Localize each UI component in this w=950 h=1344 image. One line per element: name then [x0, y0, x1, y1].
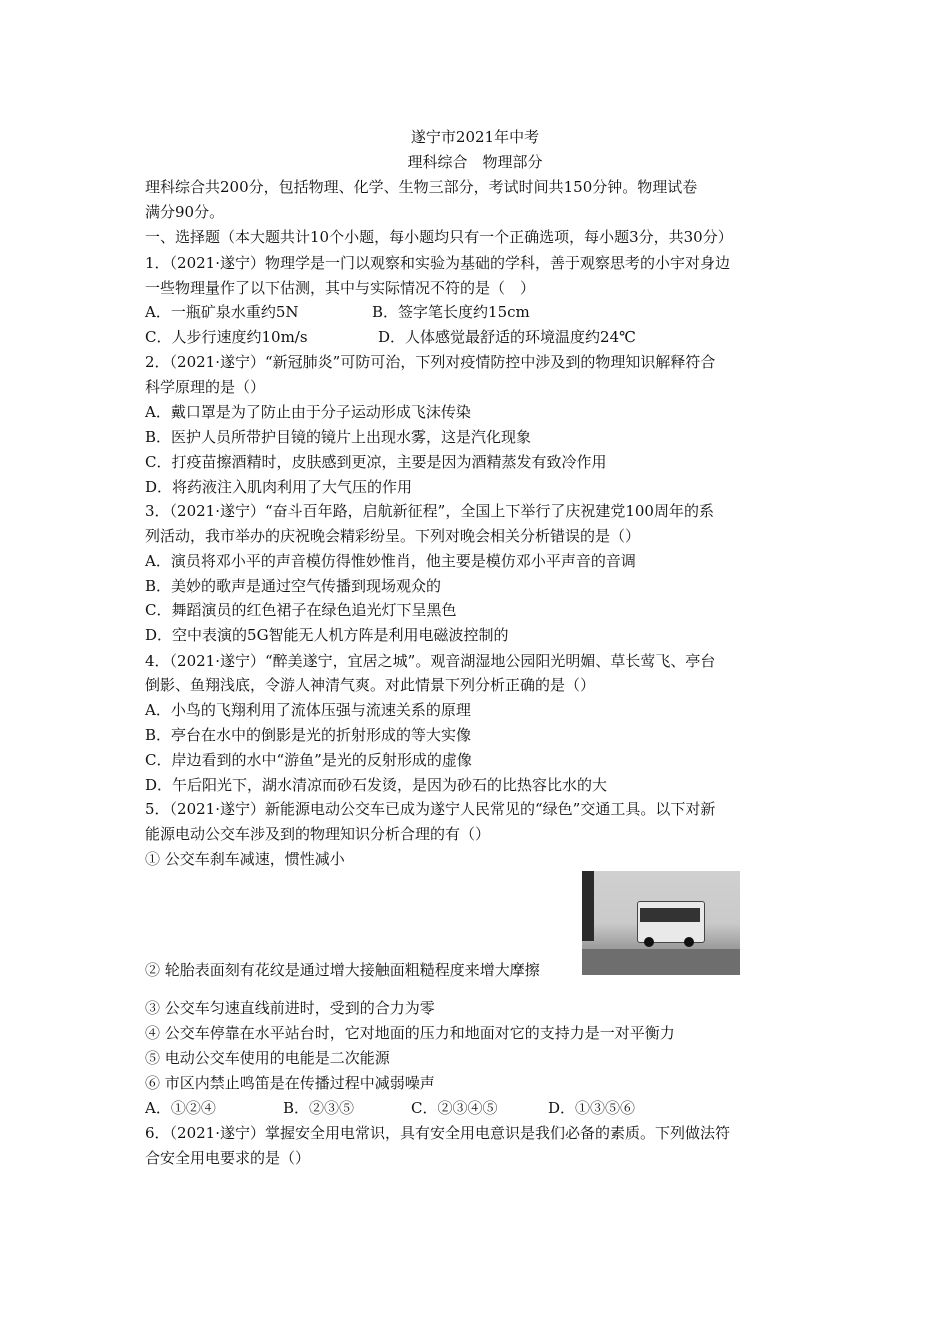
- option-c: C．打疫苗擦酒精时，皮肤感到更凉，主要是因为酒精蒸发有致冷作用: [145, 453, 607, 471]
- bus-wheel: [684, 937, 694, 947]
- option-c: C．②③④⑤: [411, 1099, 498, 1117]
- statement-item: ⑥ 市区内禁止鸣笛是在传播过程中减弱噪声: [145, 1074, 435, 1092]
- option-d: D．将药液注入肌肉利用了大气压的作用: [145, 478, 413, 496]
- option-b: B．美妙的歌声是通过空气传播到现场观众的: [145, 577, 442, 595]
- question-stem: 3．（2021·遂宁）“奋斗百年路，启航新征程”，全国上下举行了庆祝建党100周年的系: [145, 502, 714, 520]
- statement-item: ① 公交车刹车减速，惯性减小: [145, 850, 345, 868]
- bus-wheel: [644, 937, 654, 947]
- option-d: D．①③⑤⑥: [548, 1099, 636, 1117]
- bus-shape: [637, 901, 705, 943]
- option-a: A．一瓶矿泉水重约5N: [145, 303, 299, 321]
- exam-subtitle: 理科综合 物理部分: [407, 153, 543, 171]
- option-c: C．人步行速度约10m/s: [145, 328, 308, 346]
- option-c: C．岸边看到的水中“游鱼”是光的反射形成的虚像: [145, 751, 472, 769]
- option-a: A．①②④: [145, 1099, 216, 1117]
- exam-title: 遂宁市2021年中考: [410, 128, 540, 146]
- tree-shape: [582, 871, 594, 941]
- statement-item: ④ 公交车停靠在水平站台时，它对地面的压力和地面对它的支持力是一对平衡力: [145, 1024, 675, 1042]
- option-b: B．②③⑤: [283, 1099, 355, 1117]
- road-shape: [582, 949, 740, 975]
- section-heading: 一、选择题（本大题共计10个小题，每小题均只有一个正确选项，每小题3分，共30分）: [145, 228, 733, 246]
- intro-line: 满分90分。: [145, 203, 225, 221]
- bus-window: [640, 908, 700, 922]
- question-stem: 能源电动公交车涉及到的物理知识分析合理的有（）: [145, 825, 491, 843]
- question-stem: 科学原理的是（）: [145, 378, 266, 396]
- option-b: B．亭台在水中的倒影是光的折射形成的等大实像: [145, 726, 472, 744]
- option-a: A．小鸟的飞翔利用了流体压强与流速关系的原理: [145, 701, 471, 719]
- question-stem: 倒影、鱼翔浅底，令游人神清气爽。对此情景下列分析正确的是（）: [145, 676, 596, 694]
- statement-item: ③ 公交车匀速直线前进时，受到的合力为零: [145, 999, 435, 1017]
- option-b: B．医护人员所带护目镜的镜片上出现水雾，这是汽化现象: [145, 428, 532, 446]
- question-stem: 5．（2021·遂宁）新能源电动公交车已成为遂宁人民常见的“绿色”交通工具。以下对新: [145, 800, 716, 818]
- bus-photo: [582, 871, 740, 975]
- question-stem: 6．（2021·遂宁）掌握安全用电常识，具有安全用电意识是我们必备的素质。下列做法符: [145, 1124, 730, 1142]
- intro-line: 理科综合共200分，包括物理、化学、生物三部分，考试时间共150分钟。物理试卷: [145, 178, 698, 196]
- statement-item: ⑤ 电动公交车使用的电能是二次能源: [145, 1049, 390, 1067]
- option-a: A．演员将邓小平的声音模仿得惟妙惟肖，他主要是模仿邓小平声音的音调: [145, 552, 636, 570]
- question-stem: 一些物理量作了以下估测，其中与实际情况不符的是（ ）: [145, 279, 536, 297]
- option-c: C．舞蹈演员的红色裙子在绿色追光灯下呈黑色: [145, 601, 457, 619]
- question-stem: 合安全用电要求的是（）: [145, 1149, 311, 1167]
- option-d: D．人体感觉最舒适的环境温度约24℃: [378, 328, 636, 346]
- statement-item: ② 轮胎表面刻有花纹是通过增大接触面粗糙程度来增大摩擦: [145, 961, 540, 979]
- option-d: D．午后阳光下，湖水清凉而砂石发烫，是因为砂石的比热容比水的大: [145, 776, 608, 794]
- question-stem: 2．（2021·遂宁）“新冠肺炎”可防可治，下列对疫情防控中涉及到的物理知识解释符合: [145, 353, 716, 371]
- question-stem: 列活动，我市举办的庆祝晚会精彩纷呈。下列对晚会相关分析错误的是（）: [145, 527, 641, 545]
- question-stem: 1．（2021·遂宁）物理学是一门以观察和实验为基础的学科，善于观察思考的小宇对身边: [145, 254, 730, 272]
- option-b: B．签字笔长度约15cm: [372, 303, 530, 321]
- question-stem: 4．（2021·遂宁）“醉美遂宁，宜居之城”。观音湖湿地公园阳光明媚、草长莺飞、亭台: [145, 652, 716, 670]
- option-a: A．戴口罩是为了防止由于分子运动形成飞沫传染: [145, 403, 471, 421]
- option-d: D．空中表演的5G智能无人机方阵是利用电磁波控制的: [145, 626, 509, 644]
